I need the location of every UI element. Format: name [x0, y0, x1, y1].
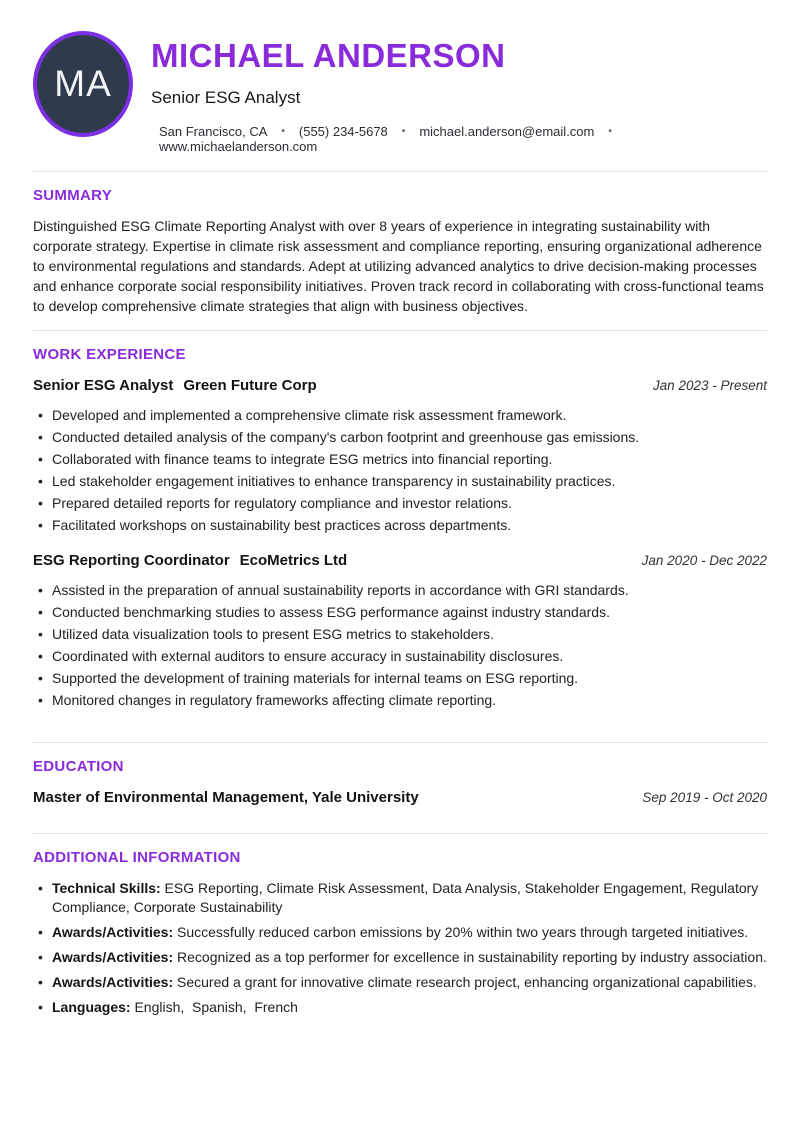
job-dates: Jan 2023 - Present: [652, 377, 767, 393]
additional-info-item: [33, 973, 767, 992]
job-bullet: • Assisted in the preparation of annual sustainability reports in accordance with GRI standards.: [33, 580, 767, 600]
section-additional-information: [33, 834, 767, 1033]
job-bullet: • Coordinated with external auditors to ensure accuracy in sustainability disclosures.: [33, 646, 767, 666]
job-company: EcoMetrics Ltd: [239, 551, 348, 569]
job-bullet: • Led stakeholder engagement initiatives to enhance transparency in sustainability practices.: [33, 471, 767, 491]
info-item-label: Awards/Activities:: [52, 973, 174, 990]
job-bullet: • Conducted benchmarking studies to assess ESG performance against industry standards.: [33, 602, 767, 622]
section-summary: [33, 172, 767, 330]
info-item-label: Awards/Activities:: [52, 923, 174, 940]
job-entry: [33, 377, 767, 535]
job-bullet-list: [33, 405, 767, 535]
avatar: [33, 31, 133, 137]
job-bullet: • Collaborated with finance teams to integrate ESG metrics into financial reporting.: [33, 449, 767, 469]
contact-email: michael.anderson@email.com: [419, 123, 595, 139]
education-dates: Sep 2019 - Oct 2020: [642, 789, 767, 805]
contact-website: www.michaelanderson.com: [159, 138, 318, 154]
section-heading-education: EDUCATION: [33, 757, 124, 775]
section-education: [33, 743, 767, 833]
header-job-title: Senior ESG Analyst: [151, 87, 301, 107]
job-bullet: • Conducted detailed analysis of the company's carbon footprint and greenhouse gas emissions.: [33, 427, 767, 447]
additional-info-item: [33, 998, 767, 1017]
education-entry: [33, 789, 767, 806]
jobs-container: [33, 377, 767, 710]
job-bullet-list: [33, 580, 767, 710]
job-title: ESG Reporting Coordinator: [33, 551, 230, 569]
header-text-block: [151, 31, 767, 154]
job-bullet: • Monitored changes in regulatory frameworks affecting climate reporting.: [33, 690, 767, 710]
info-item-label: Languages:: [52, 998, 131, 1015]
contact-location: San Francisco, CA: [159, 123, 268, 139]
summary-text: Distinguished ESG Climate Reporting Analyst with over 8 years of experience in integrating sustainability with corporate strategy. Expertise in climate risk assessment and compliance reporting, ensuring organizational adherence to environmental regulations and standards. Adept at utilizing advanced analytics to drive decision-making processes and enhance corporate social responsibility initiatives. Proven track record in collaborating with cross-functional teams to develop comprehensive climate strategies that align with business objectives.: [33, 217, 764, 314]
info-item-label: Technical Skills:: [52, 879, 161, 896]
additional-info-item: [33, 879, 767, 917]
job-header: [33, 552, 767, 569]
job-header: [33, 377, 767, 394]
resume-header: [33, 31, 767, 154]
info-item-text: Secured a grant for innovative climate research project, enhancing organizational capabilities.: [173, 973, 757, 990]
section-heading-summary: SUMMARY: [33, 186, 113, 204]
section-heading-work-experience: WORK EXPERIENCE: [33, 345, 186, 363]
page-title: MICHAEL ANDERSON: [151, 37, 506, 74]
job-entry: [33, 552, 767, 710]
section-heading-additional-information: ADDITIONAL INFORMATION: [33, 848, 241, 866]
job-bullet: • Developed and implemented a comprehensive climate risk assessment framework.: [33, 405, 767, 425]
bullet-separator: •: [281, 125, 285, 137]
job-company: Green Future Corp: [183, 376, 317, 394]
bullet-separator: •: [401, 125, 406, 137]
section-work-experience: [33, 331, 767, 742]
education-degree: Master of Environmental Management, Yale University: [33, 788, 419, 806]
job-title: Senior ESG Analyst: [33, 376, 174, 394]
bullet-separator: •: [608, 125, 612, 137]
info-item-text: English, Spanish, French: [130, 998, 298, 1015]
info-item-text: ESG Reporting, Climate Risk Assessment, Data Analysis, Stakeholder Engagement, Regulatory Compliance, Corporate Sustainability: [52, 879, 763, 915]
avatar-initials: MA: [54, 63, 112, 104]
contact-phone: (555) 234-5678: [298, 123, 388, 139]
additional-info-item: [33, 923, 767, 942]
additional-info-item: [33, 948, 767, 967]
job-bullet: • Facilitated workshops on sustainability best practices across departments.: [33, 515, 767, 535]
info-item-text: Recognized as a top performer for excellence in sustainability reporting by industry association.: [173, 948, 767, 965]
info-item-label: Awards/Activities:: [52, 948, 174, 965]
info-item-text: Successfully reduced carbon emissions by 20% within two years through targeted initiatives.: [173, 923, 749, 940]
job-bullet: • Prepared detailed reports for regulatory compliance and investor relations.: [33, 493, 767, 513]
additional-info-list: [33, 879, 767, 1017]
job-bullet: • Utilized data visualization tools to present ESG metrics to stakeholders.: [33, 624, 767, 644]
job-bullet: • Supported the development of training materials for internal teams on ESG reporting.: [33, 668, 767, 688]
contact-row: [159, 124, 767, 154]
job-dates: Jan 2020 - Dec 2022: [641, 552, 767, 568]
